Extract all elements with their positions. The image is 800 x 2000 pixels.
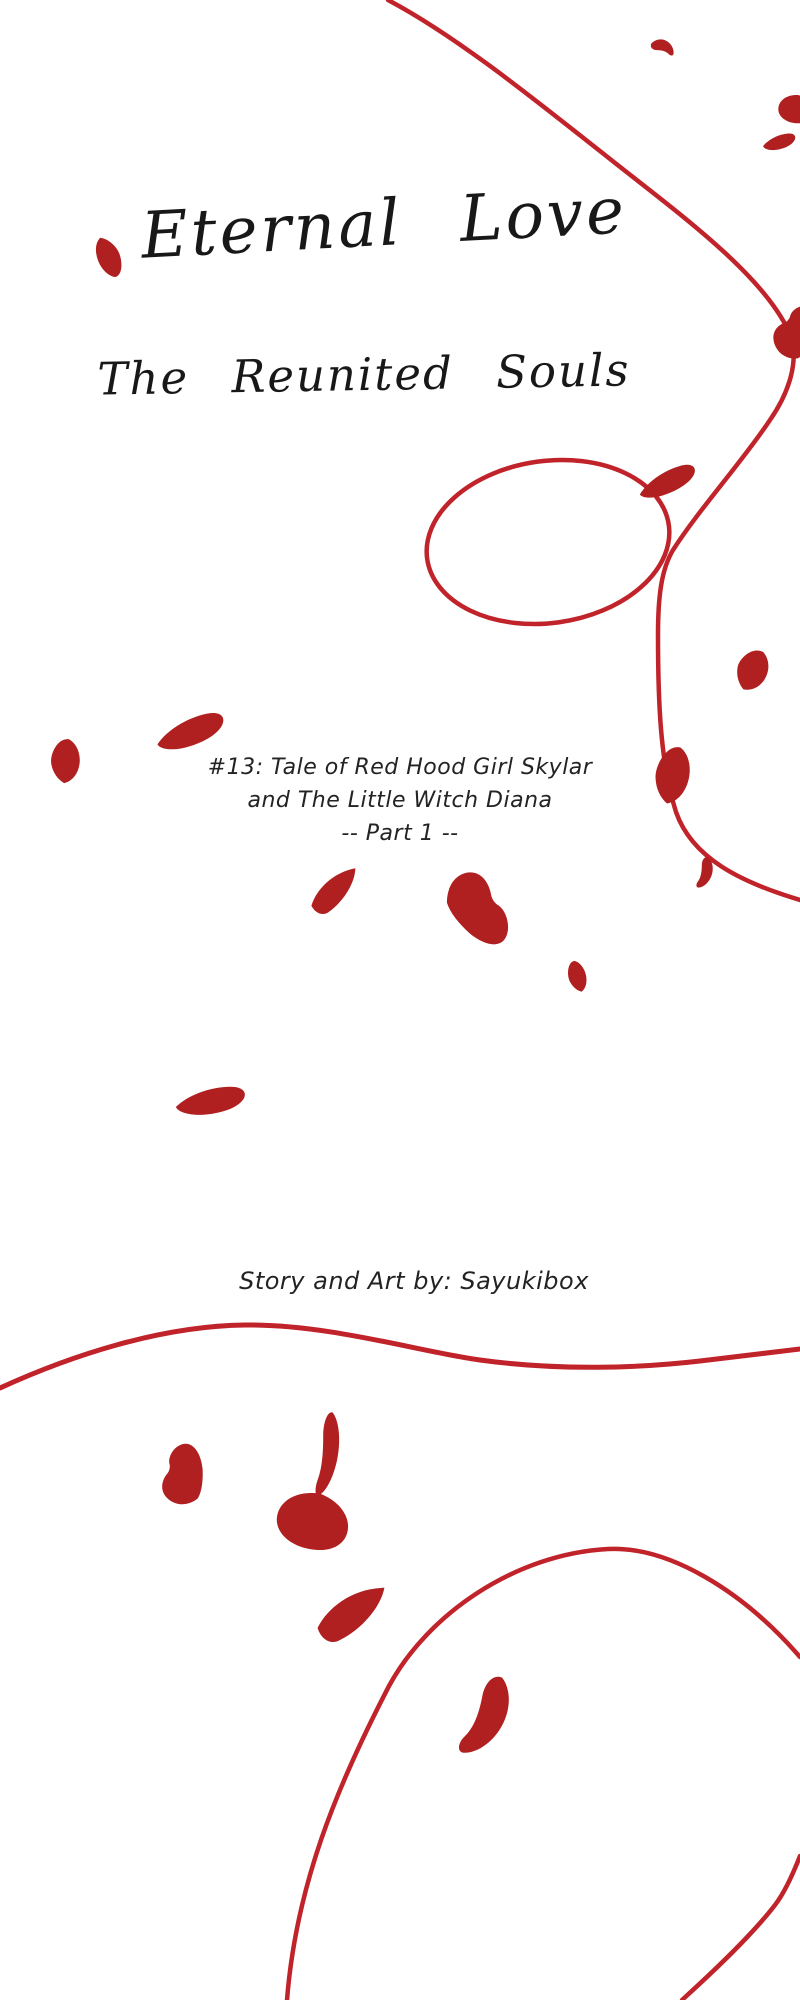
rose-petal [271, 1484, 355, 1557]
series-title-line2: The Reunited Souls [97, 343, 631, 406]
rose-petal [638, 464, 697, 499]
rose-petal [650, 36, 677, 56]
rose-petal [157, 713, 223, 749]
rose-petal [175, 1077, 246, 1123]
rose-petal [304, 868, 365, 917]
rose-petal [729, 644, 776, 696]
episode-title-line1: #13: Tale of Red Hood Girl Skylar [207, 755, 593, 780]
rose-petal [442, 867, 511, 951]
rose-petal [313, 1587, 391, 1644]
rose-petal-group [48, 36, 800, 1763]
rose-petal [776, 92, 800, 126]
rose-petal [565, 959, 589, 994]
rose-petal [456, 1673, 520, 1763]
episode-part-label: -- Part 1 -- [341, 821, 459, 846]
series-title-line1: Eternal Love [139, 174, 629, 274]
author-credit: Story and Art by: Sayukibox [239, 1267, 589, 1295]
rose-petal [147, 1438, 221, 1513]
episode-title-line2: and The Little Witch Diana [247, 788, 553, 813]
episode-title-block [0, 751, 800, 850]
thread-loop [416, 445, 680, 639]
wavy-thread [0, 1325, 800, 1388]
bottom-loop-right [682, 1856, 800, 2000]
rose-petal [765, 302, 800, 364]
rose-petal [763, 129, 796, 154]
rose-petal [314, 1411, 344, 1497]
